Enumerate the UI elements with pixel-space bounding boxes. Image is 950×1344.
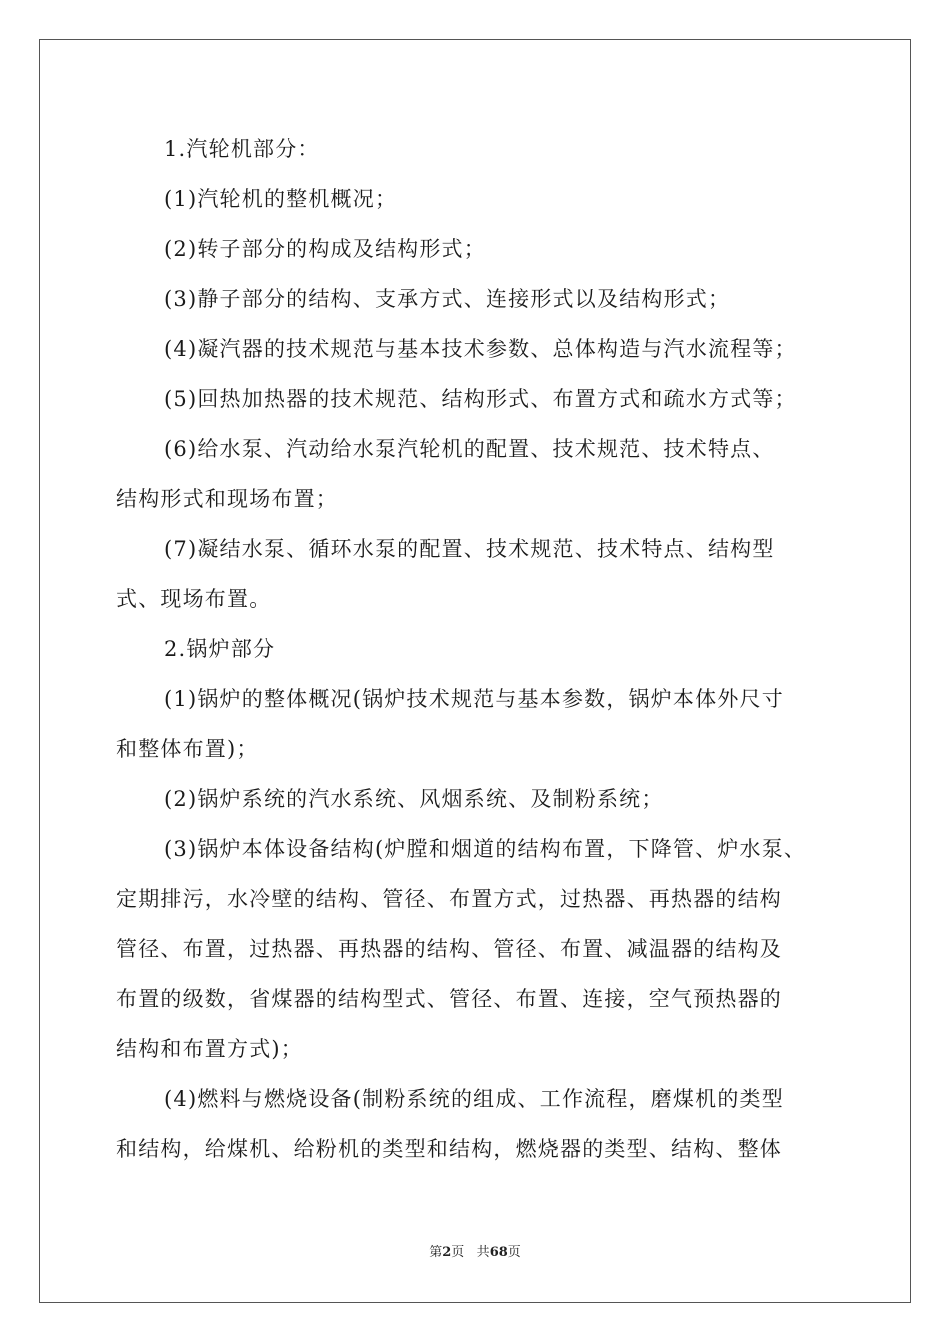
- text-line: 式、现场布置。: [116, 587, 272, 611]
- text-line: (7)凝结水泵、循环水泵的配置、技术规范、技术特点、结构型: [164, 537, 775, 561]
- text-line: (1)汽轮机的整机概况；: [164, 187, 398, 211]
- text-line: (4)燃料与燃烧设备(制粉系统的组成、工作流程，磨煤机的类型: [164, 1087, 784, 1111]
- text-line: (1)锅炉的整体概况(锅炉技术规范与基本参数，锅炉本体外尺寸: [164, 687, 784, 711]
- page-footer: [0, 1245, 950, 1261]
- text-line: (5)回热加热器的技术规范、结构形式、布置方式和疏水方式等；: [164, 387, 797, 411]
- text-line: 定期排污，水冷壁的结构、管径、布置方式，过热器、再热器的结构: [116, 887, 782, 911]
- footer-total-suffix: 页: [507, 1245, 521, 1260]
- text-line: 1.汽轮机部分：: [164, 137, 320, 161]
- current-page-number: 2: [442, 1245, 452, 1260]
- text-line: 结构形式和现场布置；: [116, 487, 338, 511]
- text-line: 结构和布置方式)；: [116, 1037, 303, 1061]
- text-line: 管径、布置，过热器、再热器的结构、管径、布置、减温器的结构及: [116, 937, 782, 961]
- text-line: (6)给水泵、汽动给水泵汽轮机的配置、技术规范、技术特点、: [164, 437, 775, 461]
- footer-total-prefix: 共: [476, 1245, 490, 1260]
- text-line: 和整体布置)；: [116, 737, 259, 761]
- page-border: [39, 39, 911, 1303]
- text-line: (3)锅炉本体设备结构(炉膛和烟道的结构布置，下降管、炉水泵、: [164, 837, 807, 861]
- text-line: (2)锅炉系统的汽水系统、风烟系统、及制粉系统；: [164, 787, 664, 811]
- text-line: (2)转子部分的构成及结构形式；: [164, 237, 486, 261]
- total-page-count: 68: [489, 1245, 508, 1260]
- text-line: 布置的级数，省煤器的结构型式、管径、布置、连接，空气预热器的: [116, 987, 782, 1011]
- footer-page-suffix: 页: [451, 1245, 465, 1260]
- text-line: (4)凝汽器的技术规范与基本技术参数、总体构造与汽水流程等；: [164, 337, 797, 361]
- text-line: (3)静子部分的结构、支承方式、连接形式以及结构形式；: [164, 287, 731, 311]
- text-line: 2.锅炉部分: [164, 637, 276, 661]
- footer-page-prefix: 第: [429, 1245, 443, 1260]
- text-line: 和结构，给煤机、给粉机的类型和结构，燃烧器的类型、结构、整体: [116, 1137, 782, 1161]
